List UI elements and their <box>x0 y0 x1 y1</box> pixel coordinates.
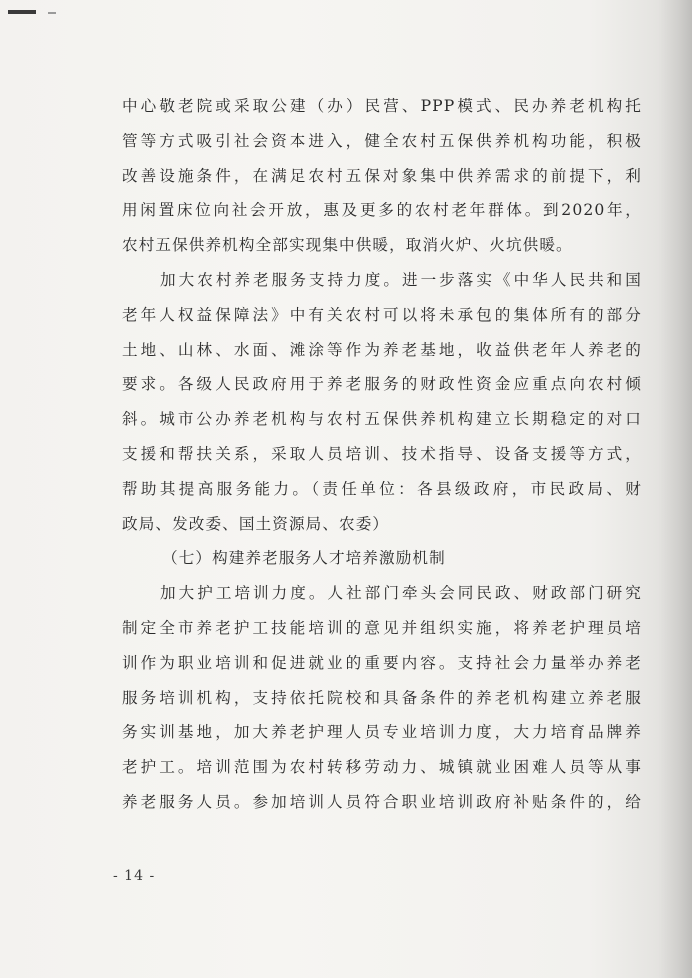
text-line: 农村五保供养机构全部实现集中供暖，取消火炉、火坑供暖。 <box>122 236 573 255</box>
text-line: 服务培训机构，支持依托院校和具备条件的养老机构建立养老服 <box>122 688 642 707</box>
text-line: 养老服务人员。参加培训人员符合职业培训政府补贴条件的，给 <box>122 792 642 811</box>
text-line: 加大农村养老服务支持力度。进一步落实《中华人民共和国 <box>160 270 642 289</box>
text-line: 老护工。培训范围为农村转移劳动力、城镇就业困难人员等从事 <box>122 758 642 777</box>
text-line: 用闲置床位向社会开放，惠及更多的农村老年群体。到2020年， <box>122 201 642 220</box>
text-line: 管等方式吸引社会资本进入，健全农村五保供养机构功能，积极 <box>122 131 642 150</box>
text-line: 制定全市养老护工技能培训的意见并组织实施，将养老护理员培 <box>122 618 642 637</box>
text-line: 老年人权益保障法》中有关农村可以将未承包的集体所有的部分 <box>122 305 642 324</box>
page-number: - 14 - <box>113 868 156 884</box>
text-line: 支援和帮扶关系，采取人员培训、技术指导、设备支援等方式， <box>122 444 642 463</box>
text-line: 训作为职业培训和促进就业的重要内容。支持社会力量举办养老 <box>122 653 642 672</box>
text-line: 土地、山林、水面、滩涂等作为养老基地，收益供老年人养老的 <box>122 340 642 359</box>
section-heading: （七）构建养老服务人才培养激励机制 <box>162 549 446 568</box>
text-line: 政局、发改委、国土资源局、农委） <box>122 514 390 533</box>
text-line: 帮助其提高服务能力。（责任单位：各县级政府，市民政局、财 <box>122 479 642 498</box>
text-line: 要求。各级人民政府用于养老服务的财政性资金应重点向农村倾 <box>122 375 642 394</box>
text-line: 斜。城市公办养老机构与农村五保供养机构建立长期稳定的对口 <box>122 410 642 429</box>
corner-mark <box>8 10 36 14</box>
text-line: 改善设施条件，在满足农村五保对象集中供养需求的前提下，利 <box>122 166 642 185</box>
text-line: 务实训基地，加大养老护理人员专业培训力度，大力培育品牌养 <box>122 723 642 742</box>
page-edge-shadow <box>658 0 692 978</box>
body-text <box>122 89 642 820</box>
text-line: 中心敬老院或采取公建（办）民营、PPP模式、民办养老机构托 <box>122 97 642 115</box>
text-line: 加大护工培训力度。人社部门牵头会同民政、财政部门研究 <box>160 584 642 603</box>
corner-dash <box>48 12 56 14</box>
